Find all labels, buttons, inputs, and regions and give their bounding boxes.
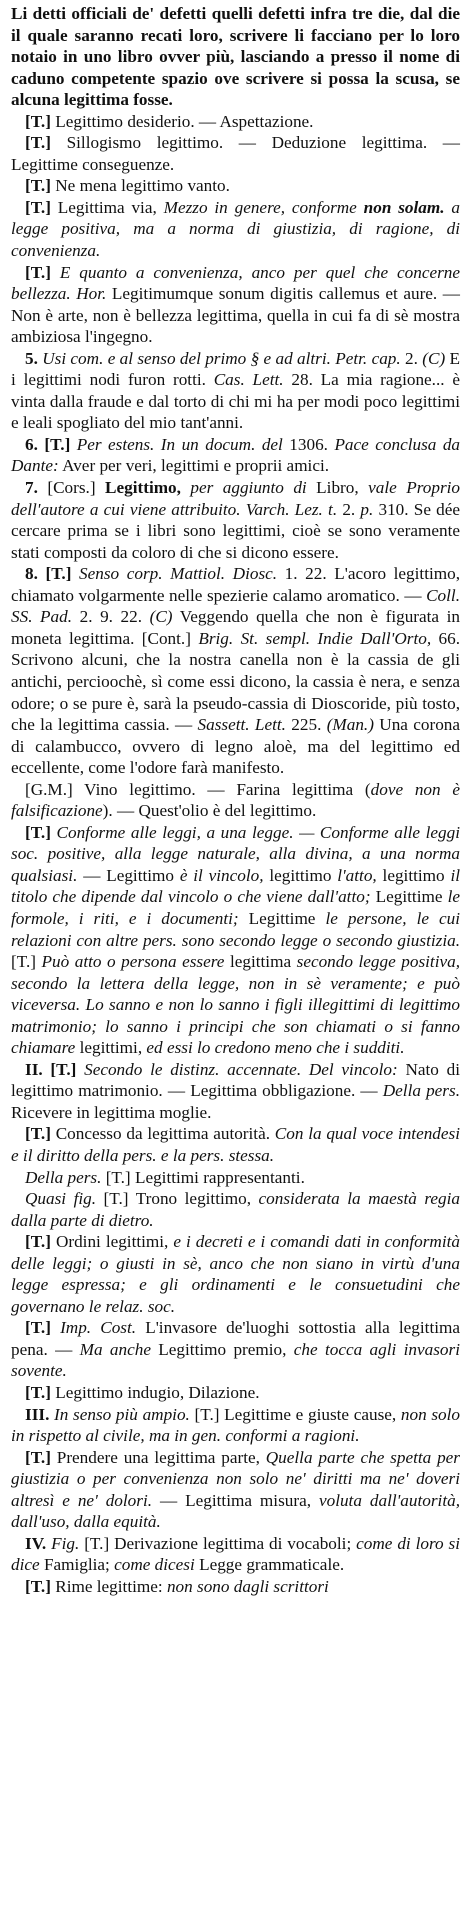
text-run: ed essi lo credono meno che i sudditi.: [146, 1038, 405, 1058]
text-run: Ne mena legittimo vanto.: [50, 176, 230, 196]
entry-paragraph: [11, 1317, 460, 1382]
entry-paragraph: [11, 1382, 460, 1404]
text-run: Conforme alle leggi, a una legge. — Conforme alle leggi soc. positive, alla legge naturale, alla divina, a una norma qualsiasi.: [11, 822, 460, 885]
text-run: 2.: [337, 499, 361, 519]
text-run: — Legittima misura,: [152, 1490, 319, 1510]
text-run: Può atto o persona essere: [41, 952, 225, 972]
text-run: [T.]: [25, 176, 51, 196]
text-run: (C): [422, 348, 446, 368]
text-run: Legittima via,: [50, 197, 164, 217]
text-run: le persone, le cui relazioni con altre pers. sono secondo legge o secondo giustizia.: [11, 908, 460, 950]
entry-paragraph: [11, 563, 460, 778]
text-run: Ricevere in legittima moglie.: [11, 1102, 212, 1122]
text-run: Della pers.: [25, 1167, 102, 1187]
text-run: considerata la maestà regia dalla parte di dietro.: [11, 1189, 460, 1230]
text-run: Nato di legittimo matrimonio. — Legittima obbligazione. —: [11, 1059, 460, 1101]
text-run: non sono dagli scrittori: [166, 1576, 329, 1596]
entry-paragraph: [11, 175, 460, 197]
entry-paragraph: [11, 1123, 460, 1166]
text-run: (C): [149, 607, 173, 627]
text-run: legittima: [224, 952, 297, 972]
text-run: Brig. St. sempl. Indie Dall'Orto,: [198, 628, 432, 648]
text-run: Secondo le distinz. accennate. Del vincolo:: [76, 1059, 398, 1079]
text-run: 7.: [25, 478, 38, 498]
text-run: Per estens. In un docum. del: [70, 434, 283, 454]
text-run: Aver per veri, legittimi e proprii amici.: [58, 456, 330, 476]
text-run: Sillogismo legittimo. — Deduzione legittima. — Legittime conseguenze.: [11, 133, 460, 174]
text-run: [T.]: [25, 1232, 51, 1252]
text-run: 5.: [25, 348, 38, 368]
entry-paragraph: [11, 1059, 460, 1124]
text-run: Coll. SS. Pad.: [11, 585, 460, 627]
text-run: [T.] Derivazione legittima di vocaboli;: [79, 1533, 357, 1553]
text-run: 2.: [400, 348, 423, 368]
text-run: p.: [360, 499, 374, 519]
text-run: III.: [25, 1404, 50, 1424]
text-run: [T.]: [25, 1576, 51, 1596]
text-run: Concesso da legittima autorità.: [50, 1124, 275, 1144]
text-run: E i legittimi nodi furon rotti.: [11, 348, 461, 390]
text-run: (Man.): [326, 715, 374, 735]
entry-paragraph: [11, 822, 460, 1059]
entry-paragraph: [11, 1404, 460, 1447]
text-run: Li detti officiali de' defetti quelli defetti infra tre die, dal die il quale saranno recati loro, scrivere li facciano per lo loro notaio in uno libro ovver più, lasciando a presso il nome di caduno competente spazio ove scrivere si possa la scusa, se alcuna legittima fosse.: [11, 4, 460, 110]
text-run: 310. Se dée cercare prima se i libri sono legittimi, cioè se sono veramente stati composti da coloro di che si dicono essere.: [11, 499, 460, 562]
text-run: [T.] Trono legittimo,: [96, 1189, 259, 1209]
text-run: Legittimo indugio, Dilazione.: [50, 1383, 260, 1402]
text-run: [Cors.]: [37, 478, 106, 498]
text-run: Una corona di calambucco, ovvero di legno aloè, ma del legittimo ed eccellente, come l'odore farà manifesto.: [11, 715, 461, 778]
text-run: Legittimo,: [105, 478, 181, 498]
text-run: Rime legittime:: [50, 1576, 167, 1596]
text-run: Legittime: [238, 908, 326, 928]
text-run: il titolo che dipende dal vincolo o che viene dall'atto;: [11, 865, 460, 907]
text-run: legittimo: [263, 865, 338, 885]
dictionary-entry-body: [11, 3, 460, 1597]
text-run: Della pers.: [382, 1081, 460, 1101]
text-run: [T.] Legittimi rappresentanti.: [101, 1167, 305, 1187]
entry-paragraph: [11, 1188, 460, 1231]
text-run: voluta dall'autorità, dall'uso, dalla equità.: [11, 1490, 460, 1532]
text-run: 28. La mia ragione... è vinta dalla fraude e dal torto di chi mi ha per modi poco legittimi e leali spogliato del mio tant'anni.: [11, 370, 460, 433]
text-run: [G.M.] Vino legittimo. — Farina legittima (: [25, 779, 371, 799]
text-run: IV.: [25, 1533, 47, 1553]
text-run: [T.]: [25, 197, 51, 217]
text-run: e i decreti e i comandi dati in conformità delle leggi; o giusti in sè, anco che non siano in virtù d'una legge espressa; e gli ordinamenti e le consuetudini che governano le relaz. soc.: [11, 1232, 460, 1316]
text-run: vale Proprio dell'autore a cui viene attribuito. Varch. Lez. t.: [11, 478, 461, 519]
text-run: [357, 198, 364, 217]
text-run: dove non è falsificazione: [11, 779, 461, 821]
entry-paragraph: [11, 348, 460, 434]
entry-paragraph: [11, 111, 460, 133]
entry-paragraph: [11, 1447, 460, 1533]
text-run: Imp. Cost.: [50, 1318, 137, 1338]
text-run: Ma anche: [79, 1339, 151, 1359]
text-run: 8. [T.]: [25, 564, 72, 584]
text-run: [T.]: [25, 133, 51, 153]
text-run: Mezzo in genere, conforme: [163, 197, 357, 217]
text-run: legittimi,: [75, 1038, 147, 1058]
text-run: [T.]: [11, 952, 42, 972]
text-run: Legittimo premio,: [150, 1339, 294, 1359]
text-run: — Legittimo: [77, 865, 180, 885]
text-run: [T.]: [25, 1383, 51, 1402]
text-run: Fig.: [46, 1533, 80, 1553]
text-run: Cas. Lett.: [213, 370, 284, 390]
text-run: non solam.: [363, 197, 445, 217]
text-run: non solo in rispetto al civile, ma in gen. conformi a ragioni.: [11, 1404, 460, 1446]
text-run: II. [T.]: [25, 1059, 77, 1079]
entry-paragraph: [11, 1576, 460, 1598]
text-run: a legge positiva, ma a norma di giustizia, di ragione, di convenienza.: [11, 197, 461, 261]
text-run: come di loro si dice: [11, 1533, 461, 1575]
entry-paragraph: [11, 779, 460, 822]
entry-paragraph: [11, 262, 460, 348]
text-run: Sassett. Lett.: [197, 715, 286, 735]
text-run: Famiglia;: [39, 1555, 115, 1575]
text-run: In senso più ampio.: [49, 1404, 190, 1424]
text-run: secondo legge positiva, secondo la lettera della legge, non in sè veramente; e può viceversa. Lo sanno e non lo sanno i figli illegittimi di legittimo matrimonio; lo sanno i principi che son chiamati o si fanno chiamare: [11, 952, 461, 1058]
text-run: come dicesi: [114, 1555, 195, 1575]
text-run: 6. [T.]: [25, 434, 71, 454]
text-run: 66. Scrivono alcuni, che la nostra canella non è la cassia de gli antichi, percioochè, sì come essi dicono, la cassia è nera, e senza odore; o se pure è, sarà la pseudo-cassia di Dioscoride, più tosto, che la legittima cassia. —: [11, 628, 460, 735]
text-run: [T.] Legittime e giuste cause,: [189, 1404, 401, 1424]
entry-paragraph: [11, 477, 460, 563]
text-run: Prendere una legittima parte,: [50, 1447, 266, 1467]
text-run: [T.]: [25, 822, 51, 842]
text-run: L'invasore de'luoghi sottostia alla legittima pena. —: [11, 1318, 460, 1359]
text-run: [T.]: [25, 111, 51, 131]
text-run: l'atto,: [337, 865, 377, 885]
text-run: Pace conclusa da Dante:: [11, 434, 461, 476]
text-run: Quasi fig.: [25, 1189, 97, 1209]
text-run: Legitimumque sonum digitis callemus et aure. — Non è arte, non è bellezza legittima, quella in cui fa di sè mostra ambiziosa l'ingegno.: [11, 284, 460, 347]
text-run: Senso corp. Mattiol. Diosc.: [71, 564, 278, 584]
text-run: è il vincolo,: [179, 865, 264, 885]
text-run: Veggendo quella che non è figurata in moneta legittima. [Cont.]: [11, 607, 460, 648]
text-run: 1. 22. L'acoro legittimo, chiamato volgarmente nelle spezierie calamo aromatico. —: [11, 564, 461, 605]
entry-paragraph: [11, 434, 460, 477]
text-run: [T.]: [25, 1447, 51, 1467]
entry-paragraph: [11, 1533, 460, 1576]
text-run: 1306.: [282, 434, 335, 454]
entry-paragraph: [11, 132, 460, 175]
text-run: per aggiunto di: [180, 478, 307, 498]
text-run: Ordini legittimi,: [50, 1232, 174, 1252]
entry-paragraph: [11, 1231, 460, 1317]
text-run: Quella parte che spetta per giustizia o per convenienza non solo ne' diritti ma ne' doveri altresì e ne' dolori.: [11, 1447, 460, 1510]
text-run: Usi com. e al senso del primo § e ad altri. Petr. cap.: [37, 348, 401, 368]
text-run: Legittime: [370, 887, 448, 907]
text-run: 225.: [285, 715, 327, 735]
text-run: che tocca agli invasori sovente.: [11, 1339, 460, 1381]
text-run: Legge grammaticale.: [194, 1555, 345, 1575]
text-run: Con la qual voce intendesi e il diritto della pers. e la pers. stessa.: [11, 1124, 460, 1165]
text-run: 2. 9. 22.: [72, 607, 150, 627]
entry-paragraph: [11, 197, 460, 262]
entry-paragraph: [11, 3, 460, 111]
text-run: le formole, i riti, e i documenti;: [11, 887, 460, 928]
entry-paragraph: [11, 1167, 460, 1189]
text-run: ). — Quest'olio è del legittimo.: [102, 801, 317, 821]
text-run: Legittimo desiderio. — Aspettazione.: [50, 111, 314, 131]
text-run: [T.]: [25, 262, 51, 282]
text-run: [T.]: [25, 1124, 51, 1144]
text-run: E quanto a convenienza, anco per quel che concerne bellezza. Hor.: [11, 262, 460, 304]
text-run: [T.]: [25, 1318, 51, 1338]
text-run: legittimo: [376, 865, 451, 885]
text-run: Libro,: [306, 478, 369, 498]
